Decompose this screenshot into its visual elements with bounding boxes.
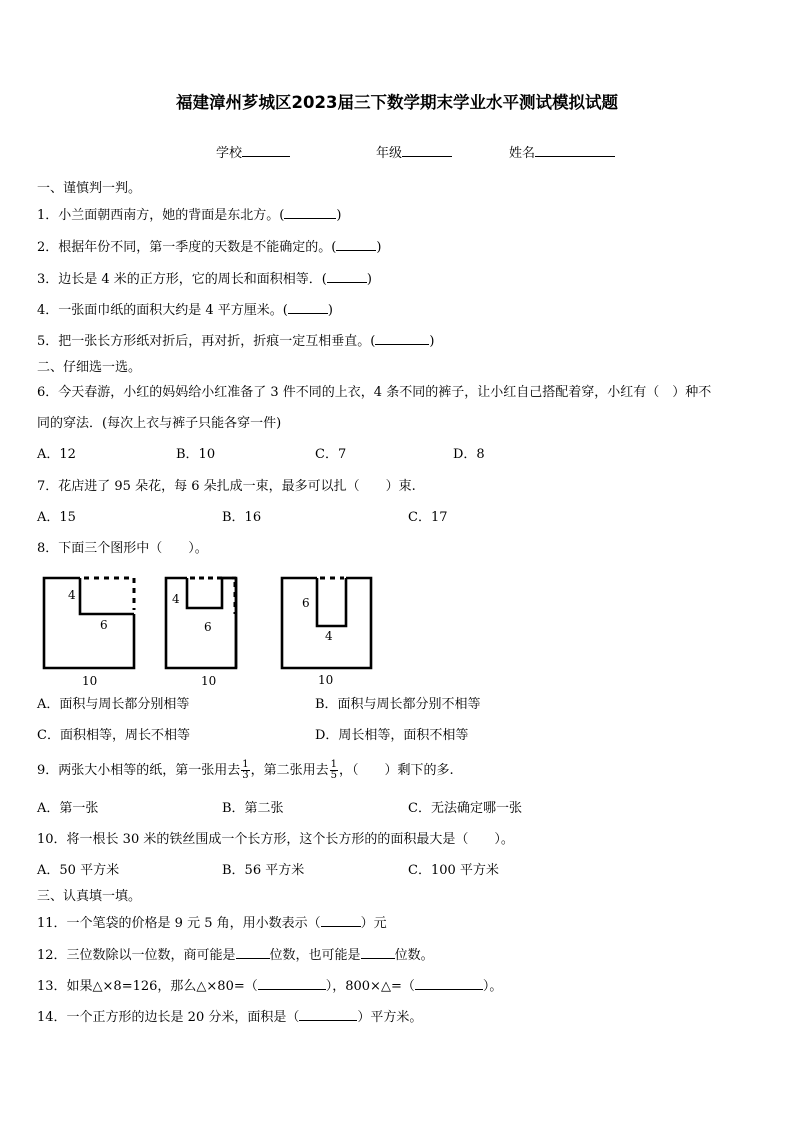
figure-2-label-b: 6 [204, 620, 212, 634]
option-a[interactable]: A．面积与周长都分别相等 [37, 697, 190, 712]
question-9: 9．两张大小相等的纸，第一张用去 $\frac{1}{3}$ ，第二张用去 $\frac{1}{5}$ ，（ ）剩下的多. [37, 759, 454, 781]
answer-blank[interactable] [299, 1009, 357, 1021]
page-title: 福建漳州芗城区2023届三下数学期末学业水平测试模拟试题 [176, 93, 618, 112]
figure-1 [44, 578, 134, 688]
option-c[interactable]: C．无法确定哪一张 [408, 801, 522, 816]
name-field [509, 142, 615, 161]
option-c[interactable]: C．17 [408, 510, 448, 525]
question-2: 2．根据年份不同，第一季度的天数是不能确定的。( ) [37, 240, 382, 255]
figure-3-label-c: 10 [318, 673, 334, 687]
fraction-one-third: $\frac{1}{3}$ [242, 759, 249, 781]
section-heading-2: 二、仔细选一选。 [37, 360, 142, 375]
figure-2-label-a: 4 [172, 592, 180, 606]
question-4: 4．一张面巾纸的面积大约是 4 平方厘米。( ) [37, 303, 333, 318]
fraction-one-fifth: $\frac{1}{5}$ [330, 759, 338, 781]
option-a[interactable]: A．第一张 [37, 801, 99, 816]
answer-blank[interactable] [375, 333, 429, 345]
figure-2-label-c: 10 [201, 674, 217, 688]
question-3: 3．边长是 4 米的正方形，它的周长和面积相等．( ) [37, 272, 372, 287]
figure-3 [282, 578, 371, 687]
question-11: 11．一个笔袋的价格是 9 元 5 角，用小数表示（ ）元 [37, 916, 387, 931]
grade-field [376, 142, 452, 161]
name-blank[interactable] [535, 145, 615, 157]
question-5: 5．把一张长方形纸对折后，再对折，折痕一定互相垂直。( ) [37, 334, 435, 349]
option-b[interactable]: B．56 平方米 [222, 863, 305, 878]
answer-blank[interactable] [321, 915, 361, 927]
answer-blank[interactable] [361, 947, 395, 959]
option-a[interactable]: A．15 [37, 510, 76, 525]
answer-blank[interactable] [288, 302, 328, 314]
answer-blank[interactable] [327, 271, 367, 283]
answer-blank[interactable] [236, 947, 270, 959]
question-6-line-2: 同的穿法．(每次上衣与裤子只能各穿一件) [37, 416, 282, 431]
option-b[interactable]: B．10 [176, 447, 216, 462]
option-c[interactable]: C．100 平方米 [408, 863, 499, 878]
grade-label: 年级 [376, 146, 403, 161]
option-b[interactable]: B．16 [222, 510, 262, 525]
option-c[interactable]: C．面积相等，周长不相等 [37, 728, 190, 743]
question-6-line-1: 6．今天春游，小红的妈妈给小红准备了 3 件不同的上衣，4 条不同的裤子，让小红自己搭配着穿，小红有（ ）种不 [37, 385, 712, 400]
figure-1-label-c: 10 [82, 674, 98, 688]
question-10: 10．将一根长 30 米的铁丝围成一个长方形，这个长方形的的面积最大是（ ）。 [37, 832, 514, 847]
question-14: 14．一个正方形的边长是 20 分米，面积是（ ）平方米。 [37, 1010, 423, 1025]
section-heading-3: 三、认真填一填。 [37, 889, 142, 904]
school-blank[interactable] [242, 145, 290, 157]
option-a[interactable]: A．50 平方米 [37, 863, 120, 878]
option-d[interactable]: D．8 [453, 447, 485, 462]
grade-blank[interactable] [402, 145, 452, 157]
question-1: 1．小兰面朝西南方，她的背面是东北方。( ) [37, 208, 342, 223]
option-d[interactable]: D．周长相等，面积不相等 [315, 728, 469, 743]
option-a[interactable]: A．12 [37, 447, 76, 462]
section-heading-1: 一、谨慎判一判。 [37, 181, 142, 196]
answer-blank[interactable] [415, 978, 483, 990]
question-7: 7．花店进了 95 朵花，每 6 朵扎成一束，最多可以扎（ ）束. [37, 479, 416, 494]
question-12: 12．三位数除以一位数，商可能是 位数，也可能是 位数。 [37, 948, 434, 963]
answer-blank[interactable] [284, 207, 336, 219]
question-8-figures [0, 570, 794, 700]
question-13: 13．如果△×8=126，那么△×80=（ ），800×△=（ ）。 [37, 979, 503, 994]
figure-2 [166, 578, 236, 688]
figure-3-label-a: 6 [302, 596, 310, 610]
figure-3-label-b: 4 [325, 629, 333, 643]
figure-1-label-b: 6 [100, 618, 108, 632]
name-label: 姓名 [509, 146, 536, 161]
option-b[interactable]: B．第二张 [222, 801, 284, 816]
option-b[interactable]: B．面积与周长都分别不相等 [315, 697, 481, 712]
answer-blank[interactable] [336, 239, 376, 251]
school-label: 学校 [216, 146, 243, 161]
question-8: 8．下面三个图形中（ ）。 [37, 541, 208, 556]
school-field [216, 142, 290, 161]
option-c[interactable]: C．7 [315, 447, 347, 462]
figure-1-label-a: 4 [68, 588, 76, 602]
answer-blank[interactable] [258, 978, 326, 990]
